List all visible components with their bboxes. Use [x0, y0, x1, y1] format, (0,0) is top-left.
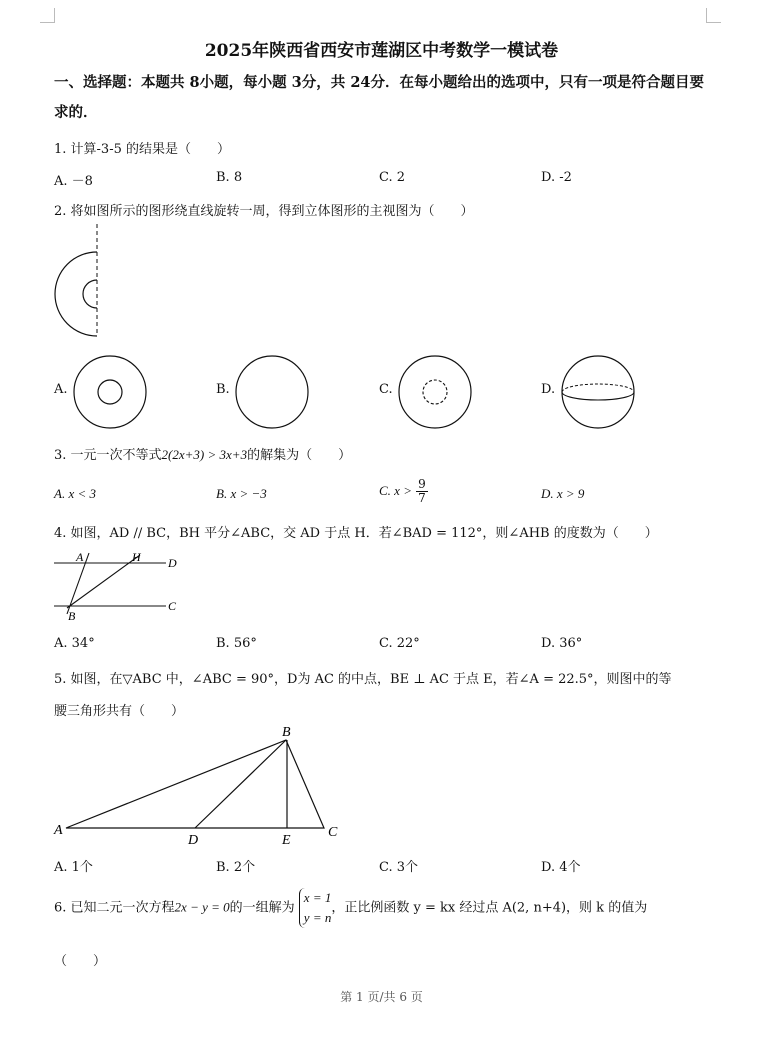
q5-option-b: B. 2个: [216, 860, 256, 875]
q4-label-h: H: [132, 550, 141, 564]
q5-label-d: D: [188, 833, 199, 848]
q5-label-c: C: [328, 825, 338, 840]
q1-option-d: D. -2: [541, 170, 572, 185]
q2-option-c-figure: [397, 354, 473, 430]
q5-option-a: A. 1个: [54, 860, 93, 875]
q3-fraction-denominator: 7: [418, 491, 426, 505]
q6-system: [299, 888, 332, 928]
q1-option-c: C. 2: [379, 170, 406, 185]
page-footer: 第 1 页/共 6 页: [340, 990, 423, 1004]
question-6-line-2: （ ）: [54, 954, 107, 969]
q4-label-a: A: [76, 550, 84, 564]
q5-figure: [54, 720, 354, 850]
q3-option-c: [379, 478, 428, 505]
crop-mark-top-left: [40, 8, 55, 23]
q6-system-line-2: y = n: [303, 910, 332, 925]
q3-inequality: 2(2x+3) > 3x+3: [161, 447, 248, 462]
q4-label-c: C: [168, 599, 177, 613]
page-title: 2025年陕西省西安市莲湖区中考数学一模试卷: [204, 41, 559, 61]
question-5-line-2: 腰三角形共有（ ）: [54, 704, 185, 719]
q3-option-c-label: C. x >: [379, 483, 412, 498]
q4-option-a: A. 34°: [54, 636, 95, 651]
q6-system-line-1: x = 1: [303, 890, 332, 905]
q4-label-d: D: [168, 556, 177, 570]
q6-suffix: ，正比例函数 y = kx 经过点 A(2, n+4)，则 k 的值为: [331, 900, 648, 916]
q6-mid: 的一组解为: [229, 900, 295, 916]
q3-option-d: D. x > 9: [541, 486, 585, 501]
q4-label-b: B: [68, 609, 76, 623]
section-heading: 一、选择题：本题共 8小题，每小题 3分，共 24分．在每小题给出的选项中，只有一项是符合题目要求的．: [54, 74, 704, 121]
question-6: [54, 888, 719, 928]
q6-prefix: 6. 已知二元一次方程: [54, 900, 175, 916]
q3-option-c-fraction: [416, 478, 428, 505]
q2-option-c: C.: [379, 382, 393, 397]
crop-mark-top-right: [706, 8, 721, 23]
q2-option-d-figure: [560, 354, 636, 430]
question-4: 4. 如图，AD // BC，BH 平分∠ABC，交 AD 于点 H．若∠BAD = 112°，则∠AHB 的度数为（ ）: [54, 526, 658, 541]
q4-option-c: C. 22°: [379, 636, 420, 651]
q5-label-b: B: [282, 725, 291, 740]
q2-option-d: D.: [541, 382, 556, 397]
q2-option-a-figure: [72, 354, 148, 430]
q4-option-d: D. 36°: [541, 636, 583, 651]
question-1: 1. 计算-3-5 的结果是（ ）: [54, 142, 230, 157]
q5-label-e: E: [282, 833, 291, 848]
q4-figure: [54, 548, 184, 624]
q4-option-b: B. 56°: [216, 636, 257, 651]
question-5-line-1: 5. 如图，在▽ABC 中，∠ABC = 90°，D为 AC 的中点，BE ⊥ AC 于点 E，若∠A = 22.5°，则图中的等: [54, 672, 672, 687]
q3-suffix: 的解集为（ ）: [247, 448, 352, 463]
q5-option-c: C. 3个: [379, 860, 419, 875]
q5-option-d: D. 4个: [541, 860, 581, 875]
q6-equation: 2x − y = 0: [174, 899, 230, 915]
q3-prefix: 3. 一元一次不等式: [54, 448, 162, 463]
q3-option-a: A. x < 3: [54, 486, 96, 501]
question-3: [54, 444, 351, 463]
q2-option-b-figure: [234, 354, 310, 430]
q3-option-b: B. x > −3: [216, 486, 267, 501]
q1-option-b: B. 8: [216, 170, 243, 185]
q2-option-a: A.: [54, 382, 68, 397]
q2-option-b: B.: [216, 382, 230, 397]
question-2: 2. 将如图所示的图形绕直线旋转一周，得到立体图形的主视图为（ ）: [54, 204, 474, 219]
q5-label-a: A: [54, 823, 63, 838]
q3-fraction-numerator: 9: [418, 477, 426, 491]
q2-figure: [50, 224, 110, 336]
q1-option-a: A. －8: [54, 174, 93, 189]
